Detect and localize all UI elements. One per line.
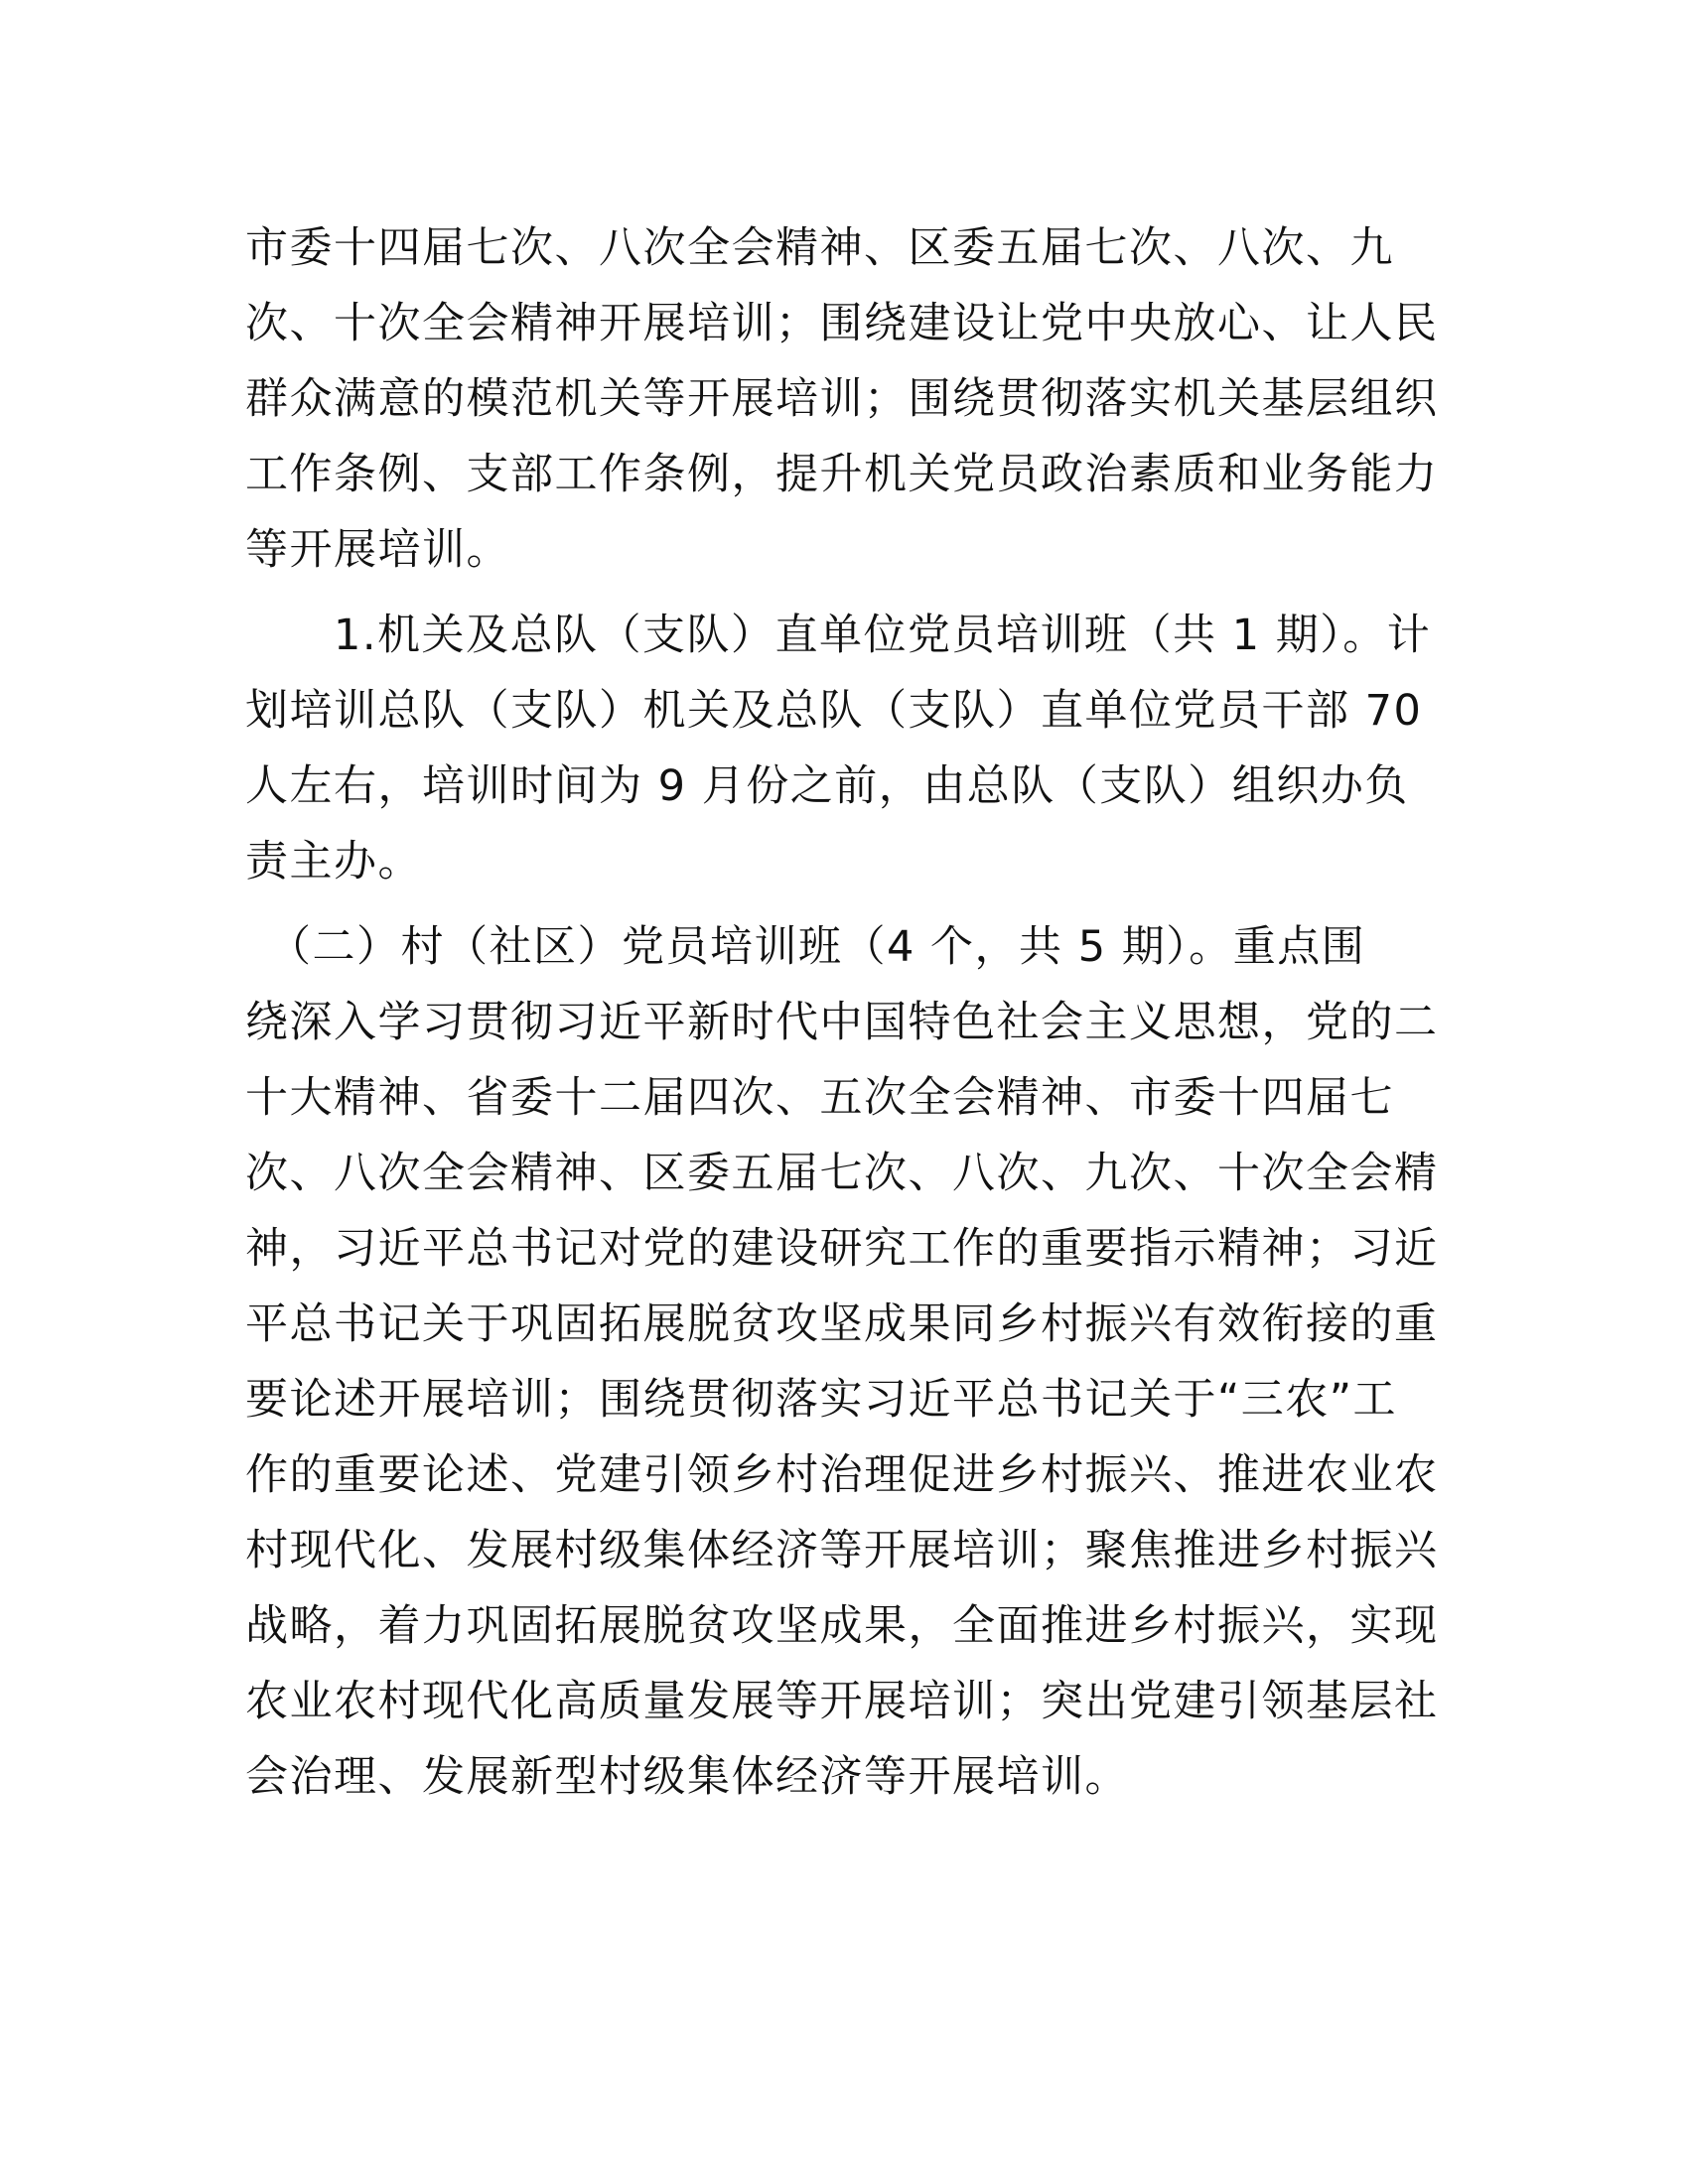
- document-body: [245, 210, 1437, 1815]
- paragraph-gap: [245, 899, 1437, 909]
- paragraph-3: [245, 909, 1437, 1815]
- text-line: 村现代化、发展村级集体经济等开展培训；聚焦推进乡村振兴: [245, 1526, 1439, 1575]
- text-line: 绕深入学习贯彻习近平新时代中国特色社会主义思想，党的二: [245, 998, 1439, 1047]
- text-line: 人左右，培训时间为 9 月份之前，由总队（支队）组织办负: [245, 761, 1409, 811]
- text-line: 要论述开展培训；围绕贯彻落实习近平总书记关于“三农”工: [245, 1375, 1398, 1425]
- text-line: （二）村（社区）党员培训班（4 个，共 5 期）。重点围: [245, 922, 1366, 972]
- text-line: 神，习近平总书记对党的建设研究工作的重要指示精神；习近: [245, 1224, 1439, 1274]
- text-line: 作的重要论述、党建引领乡村治理促进乡村振兴、推进农业农: [245, 1450, 1439, 1500]
- text-line: 次、十次全会精神开展培训；围绕建设让党中央放心、让人民: [245, 299, 1439, 348]
- text-line: 划培训总队（支队）机关及总队（支队）直单位党员干部 70: [245, 686, 1423, 736]
- text-line: 战略，着力巩固拓展脱贫攻坚成果，全面推进乡村振兴，实现: [245, 1601, 1439, 1651]
- text-line: 工作条例、支部工作条例，提升机关党员政治素质和业务能力: [245, 450, 1439, 499]
- paragraph-1: [245, 210, 1437, 588]
- text-line: 农业农村现代化高质量发展等开展培训；突出党建引领基层社: [245, 1677, 1439, 1726]
- text-line: 会治理、发展新型村级集体经济等开展培训。: [245, 1752, 1129, 1802]
- text-line: 责主办。: [245, 837, 422, 887]
- text-line: 次、八次全会精神、区委五届七次、八次、九次、十次全会精: [245, 1149, 1439, 1198]
- text-line: 1.机关及总队（支队）直单位党员培训班（共 1 期）。计: [245, 611, 1432, 660]
- text-line: 等开展培训。: [245, 525, 510, 575]
- text-line: 市委十四届七次、八次全会精神、区委五届七次、八次、九: [245, 223, 1394, 273]
- paragraph-2: [245, 598, 1437, 899]
- text-line: 十大精神、省委十二届四次、五次全会精神、市委十四届七: [245, 1073, 1394, 1123]
- text-line: 群众满意的模范机关等开展培训；围绕贯彻落实机关基层组织: [245, 374, 1439, 424]
- paragraph-gap: [245, 588, 1437, 598]
- text-line: 平总书记关于巩固拓展脱贫攻坚成果同乡村振兴有效衔接的重: [245, 1299, 1439, 1349]
